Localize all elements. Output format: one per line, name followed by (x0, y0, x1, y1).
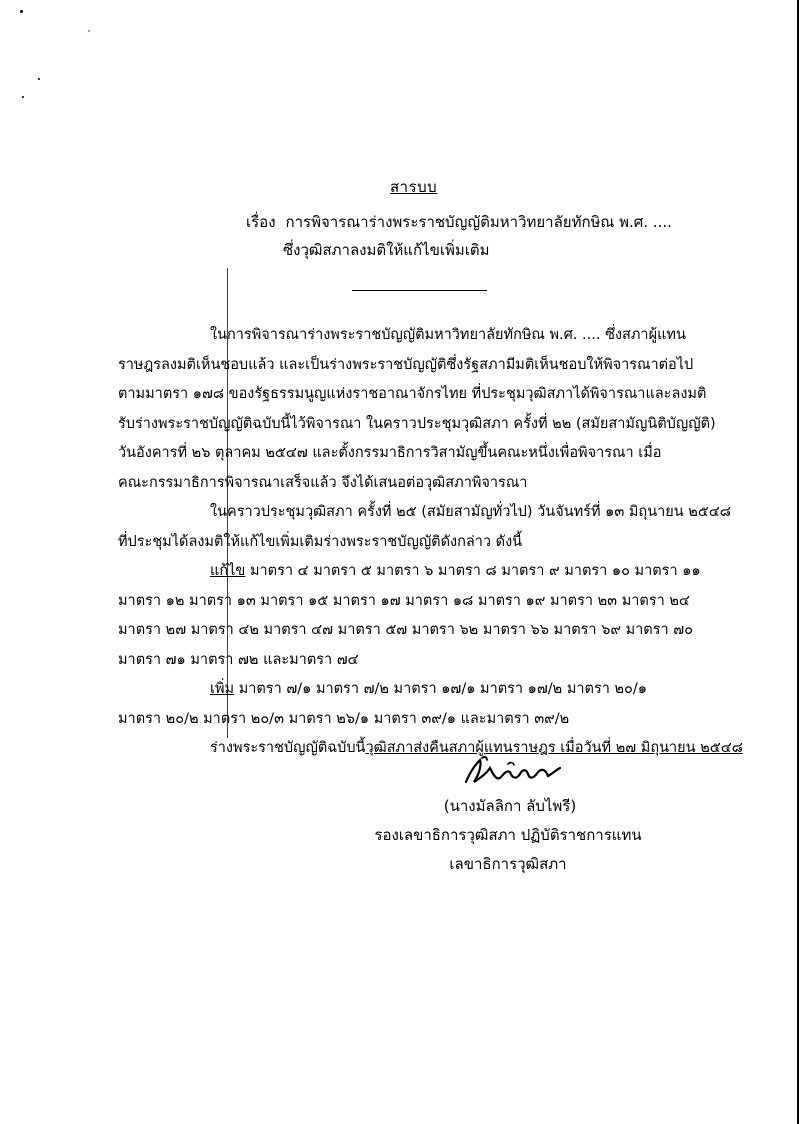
paragraph-2-line: ในคราวประชุมวุฒิสภา ครั้งที่ ๒๕ (สมัยสามัญทั่วไป) วันจันทร์ที่ ๑๓ มิถุนายน ๒๕๔๘ (210, 504, 731, 520)
amend-line (118, 557, 723, 587)
separator-line (352, 290, 487, 291)
add-line: มาตรา ๒๐/๒ มาตรา ๒๐/๓ มาตรา ๒๖/๑ มาตรา ๓๙/๑ และมาตรา ๓๙/๒ (118, 710, 570, 727)
scan-speck (38, 78, 40, 80)
paragraph-1-line: คณะกรรมาธิการพิจารณาเสร็จแล้ว จึงได้เสนอต่อวุฒิสภาพิจารณา (118, 474, 528, 491)
paragraph-1-line: ราษฎรลงมติเห็นชอบแล้ว และเป็นร่างพระราชบัญญัติซึ่งรัฐสภามีมติเห็นชอบให้พิจารณาต่อไป (118, 356, 694, 373)
scan-speck (20, 10, 23, 13)
add-label: เพิ่ม (210, 681, 235, 697)
scan-speck (22, 96, 24, 98)
add-sections: มาตรา ๗/๑ มาตรา ๗/๒ มาตรา ๑๗/๑ มาตรา ๑๗/๒ มาตรา ๒๐/๑ (238, 681, 647, 697)
paragraph-1 (118, 321, 743, 764)
handwritten-signature (460, 752, 570, 792)
return-date: วุฒิสภาส่งคืนสภาผู้แทนราษฎร เมื่อวันที่ ๒๗ มิถุนายน ๒๕๔๘ (365, 740, 743, 756)
return-line (118, 734, 743, 764)
page-edge-line (797, 0, 799, 1124)
subject-text: การพิจารณาร่างพระราชบัญญัติมหาวิทยาลัยทักษิณ พ.ศ. .... (285, 213, 672, 231)
amend-line: มาตรา ๑๒ มาตรา ๑๓ มาตรา ๑๕ มาตรา ๑๗ มาตรา ๑๘ มาตรา ๑๙ มาตรา ๒๓ มาตรา ๒๔ (118, 592, 690, 609)
subject-line-2: ซึ่งวุฒิสภาลงมติให้แก้ไขเพิ่มเติม (283, 241, 490, 259)
paragraph-1-line: ในการพิจารณาร่างพระราชบัญญัติมหาวิทยาลัยทักษิณ พ.ศ. .... ซึ่งสภาผู้แทน (210, 327, 686, 343)
scan-speck (88, 30, 90, 32)
signer-name: (นางมัลลิกา ลับไพรี) (443, 797, 577, 815)
return-prefix: ร่างพระราชบัญญัติฉบับนี้ (210, 740, 366, 756)
paragraph-1-line: วันอังคารที่ ๒๖ ตุลาคม ๒๕๔๗ และตั้งกรรมาธิการวิสามัญขึ้นคณะหนึ่งเพื่อพิจารณา เมื่อ (118, 445, 662, 461)
subject-block (246, 208, 672, 264)
subject-label: เรื่อง (246, 213, 276, 231)
add-line (118, 675, 723, 705)
signer-title: รองเลขาธิการวุฒิสภา ปฏิบัติราชการแทน (374, 826, 642, 844)
amend-label: แก้ไข (210, 563, 246, 579)
amend-line: มาตรา ๗๑ มาตรา ๗๒ และมาตรา ๗๔ (118, 651, 359, 668)
paragraph-1-line: ตามมาตรา ๑๗๘ ของรัฐธรรมนูญแห่งราชอาณาจักรไทย ที่ประชุมวุฒิสภาได้พิจารณาและลงมติ (118, 386, 707, 402)
subject-line-1 (246, 208, 672, 236)
paragraph-2-line: ที่ประชุมได้ลงมติให้แก้ไขเพิ่มเติมร่างพระราชบัญญัติดังกล่าว ดังนี้ (118, 533, 523, 550)
document-heading: สารบบ (390, 178, 438, 196)
signer-title: เลขาธิการวุฒิสภา (449, 855, 567, 873)
paragraph-1-line: รับร่างพระราชบัญญัติฉบับนี้ไว้พิจารณา ในคราวประชุมวุฒิสภา ครั้งที่ ๒๒ (สมัยสามัญนิติบัญญัติ) (118, 415, 716, 432)
amend-sections: มาตรา ๔ มาตรา ๕ มาตรา ๖ มาตรา ๘ มาตรา ๙ มาตรา ๑๐ มาตรา ๑๑ (249, 563, 701, 579)
amend-line: มาตรา ๒๗ มาตรา ๔๒ มาตรา ๔๗ มาตรา ๕๗ มาตรา ๖๒ มาตรา ๖๖ มาตรา ๖๙ มาตรา ๗๐ (118, 622, 694, 638)
